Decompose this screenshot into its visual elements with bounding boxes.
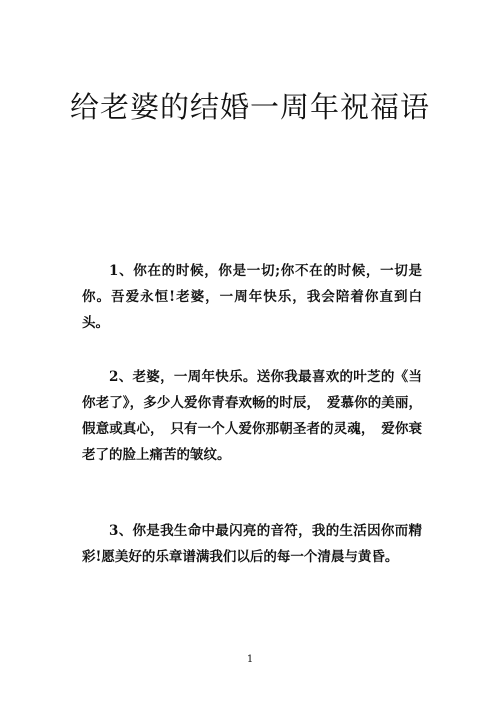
paragraph-1: 1、你在的时候，你是一切;你不在的时候，一切是你。吾爱永恒!老婆，一周年快乐，我会陪着你直到白头。 <box>82 263 422 331</box>
page-number: 1 <box>246 654 254 665</box>
paragraph-3: 3、你是我生命中最闪亮的音符，我的生活因你而精彩!愿美好的乐章谱满我们以后的每一个清晨与黄昏。 <box>82 523 422 565</box>
paragraph-2: 2、老婆，一周年快乐。送你我最喜欢的叶芝的《当你老了》，多少人爱你青春欢畅的时辰， 爱慕你的美丽，假意或真心， 只有一个人爱你那朝圣者的灵魂， 爱你衰老了的脸上痛苦的皱纹。 <box>82 369 422 463</box>
document-title: 给老婆的结婚一周年祝福语 <box>69 90 430 124</box>
